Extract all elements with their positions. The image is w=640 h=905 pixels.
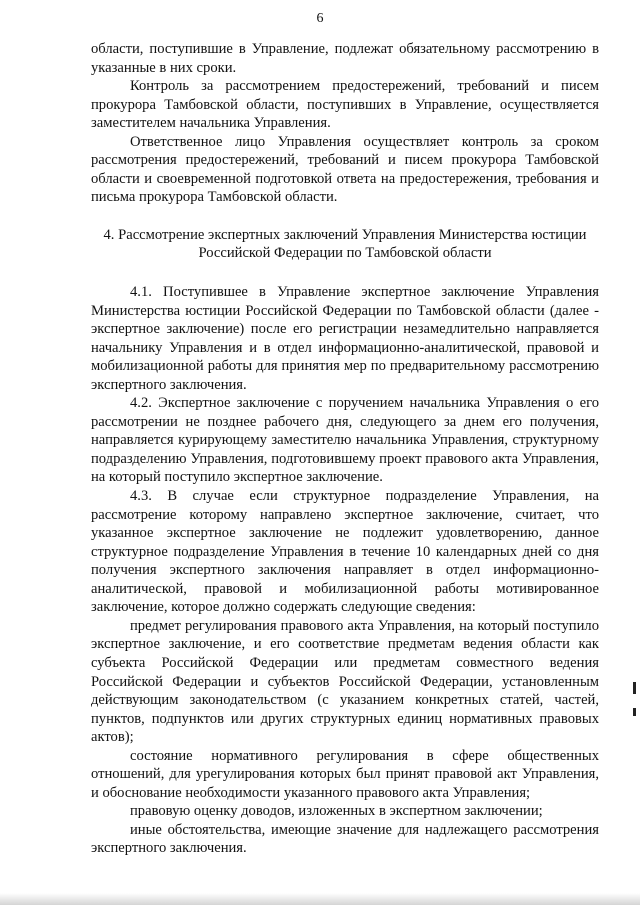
- list-item-regulation-state: состояние нормативного регулирования в сфере общественных отношений, для урегулирования которых был принят правовой акт Управления, и обоснование необходимости указанного правового акта Управления;: [91, 747, 599, 801]
- paragraph-control: Контроль за рассмотрением предостережений, требований и писем прокурора Тамбовской области, поступивших в Управление, осуществляется заместителем начальника Управления.: [91, 78, 599, 132]
- paragraph-continuation: области, поступившие в Управление, подлежат обязательному рассмотрению в указанные в них сроки.: [91, 41, 599, 76]
- paragraph-4-1: 4.1. Поступившее в Управление экспертное заключение Управления Министерства юстиции Российской Федерации по Тамбовской области (далее - экспертное заключение) после его регистрации незамедлительно направляется начальнику Управления и в отдел информационно-аналитической, правовой и мобилизационной работы для принятия мер по предварительному рассмотрению экспертного заключения.: [91, 284, 599, 393]
- document-body: [91, 40, 599, 858]
- page-number: 6: [316, 11, 324, 26]
- scan-edge-mark: [633, 708, 636, 716]
- paragraph-4-2: 4.2. Экспертное заключение с поручением начальника Управления о его рассмотрении не позднее рабочего дня, следующего за днем его получения, направляется курирующему заместителю начальника Управления, структурному подразделению Управления, подготовившему проект правового акта Управления, на который поступило экспертное заключение.: [91, 395, 599, 486]
- paragraph-responsible-person: Ответственное лицо Управления осуществляет контроль за сроком рассмотрения предостережений, требований и писем прокурора Тамбовской области и своевременной подготовкой ответа на предостережения, требования и письма прокурора Тамбовской области.: [91, 133, 599, 206]
- list-item-legal-assessment: правовую оценку доводов, изложенных в экспертном заключении;: [130, 803, 543, 820]
- paragraph-4-3: 4.3. В случае если структурное подразделение Управления, на рассмотрение которому направлено экспертное заключение, считает, что указанное экспертное заключение не подлежит удовлетворению, данное структурное подразделение Управления в течение 10 календарных дней со дня получения экспертного заключения направляет в отдел информационно-аналитической, правовой и мобилизационной работы мотивированное заключение, которое должно содержать следующие сведения:: [91, 488, 599, 616]
- list-item-regulation-subject: предмет регулирования правового акта Управления, на который поступило экспертное заключение, и его соответствие предметам ведения области как субъекта Российской Федерации или предметам совместного ведения Российской Федерации и субъектов Российской Федерации, установленным действующим законодательством (с указанием конкретных статей, частей, пунктов, подпунктов или других структурных единиц нормативных правовых актов);: [91, 617, 599, 746]
- section-heading: 4. Рассмотрение экспертных заключений Управления Министерства юстиции Российской Федерации по Тамбовской области: [103, 226, 587, 262]
- scan-edge-mark: [633, 682, 636, 694]
- list-item-other-circumstances: иные обстоятельства, имеющие значение для надлежащего рассмотрения экспертного заключения.: [91, 821, 599, 857]
- scan-shadow: [0, 893, 640, 905]
